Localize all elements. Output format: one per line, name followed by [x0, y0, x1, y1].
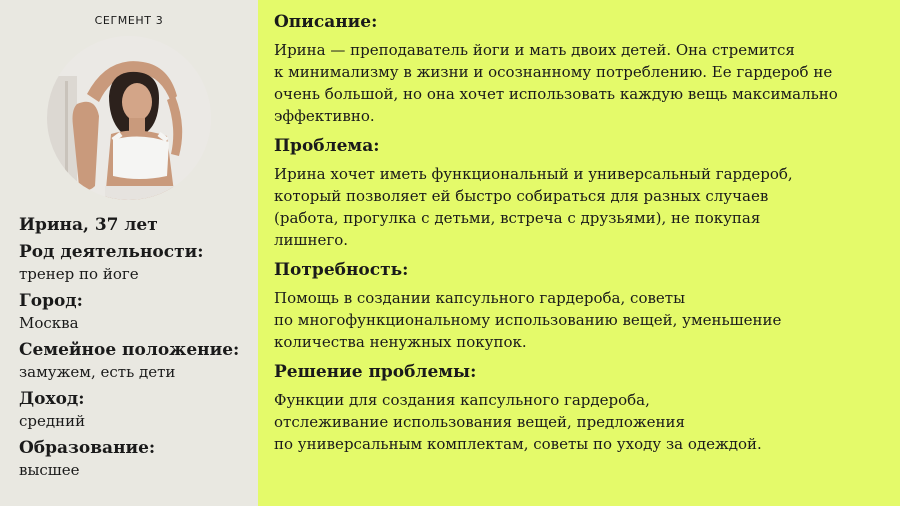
section-title: Решение проблемы: — [274, 362, 477, 382]
section-title: Потребность: — [274, 260, 409, 280]
field-label: Город: — [19, 291, 83, 311]
text-line: отслеживание использования вещей, предложения — [274, 413, 685, 431]
text-line: который позволяет ей быстро собираться для разных случаев — [274, 187, 769, 205]
text-line: Функции для создания капсульного гардероба, — [274, 391, 650, 409]
text-line: Помощь в создании капсульного гардероба, советы — [274, 289, 686, 307]
section-text — [274, 39, 880, 127]
field-label: Семейное положение: — [19, 340, 240, 360]
field-label: Образование: — [19, 438, 156, 458]
field-value: средний — [19, 412, 86, 430]
details-panel — [258, 0, 900, 506]
text-line: по многофункциональному использованию вещей, уменьшение — [274, 311, 782, 329]
section-solution — [274, 361, 880, 455]
text-line: к минимализму в жизни и осознанному потреблению. Ее гардероб не — [274, 63, 833, 81]
text-line: Ирина — преподаватель йоги и мать двоих детей. Она стремится — [274, 41, 795, 59]
field-value: высшее — [19, 461, 80, 479]
profile-photo — [47, 36, 211, 200]
field-marital-status — [19, 339, 258, 383]
section-title: Проблема: — [274, 136, 380, 156]
segment-label: СЕГМЕНТ 3 — [94, 14, 164, 27]
text-line: количества ненужных покупок. — [274, 333, 527, 351]
persona-name: Ирина, 37 лет — [19, 215, 158, 235]
field-value: Москва — [19, 314, 79, 332]
field-education — [19, 437, 258, 481]
field-income — [19, 388, 258, 432]
section-text — [274, 389, 880, 455]
section-problem — [274, 135, 880, 251]
section-need — [274, 259, 880, 353]
section-title: Описание: — [274, 12, 378, 32]
section-description — [274, 11, 880, 127]
field-value: замужем, есть дети — [19, 363, 176, 381]
field-value: тренер по йоге — [19, 265, 139, 283]
text-line: эффективно. — [274, 107, 375, 125]
text-line: Ирина хочет иметь функциональный и универсальный гардероб, — [274, 165, 793, 183]
text-line: по универсальным комплектам, советы по уходу за одеждой. — [274, 435, 762, 453]
section-text — [274, 287, 880, 353]
field-city — [19, 290, 258, 334]
field-label: Доход: — [19, 389, 85, 409]
field-label: Род деятельности: — [19, 242, 204, 262]
profile-panel — [0, 0, 258, 506]
text-line: (работа, прогулка с детьми, встреча с друзьями), не покупая — [274, 209, 761, 227]
text-line: очень большой, но она хочет использовать каждую вещь максимально — [274, 85, 838, 103]
field-occupation — [19, 241, 258, 285]
section-text — [274, 163, 880, 251]
text-line: лишнего. — [274, 231, 349, 249]
